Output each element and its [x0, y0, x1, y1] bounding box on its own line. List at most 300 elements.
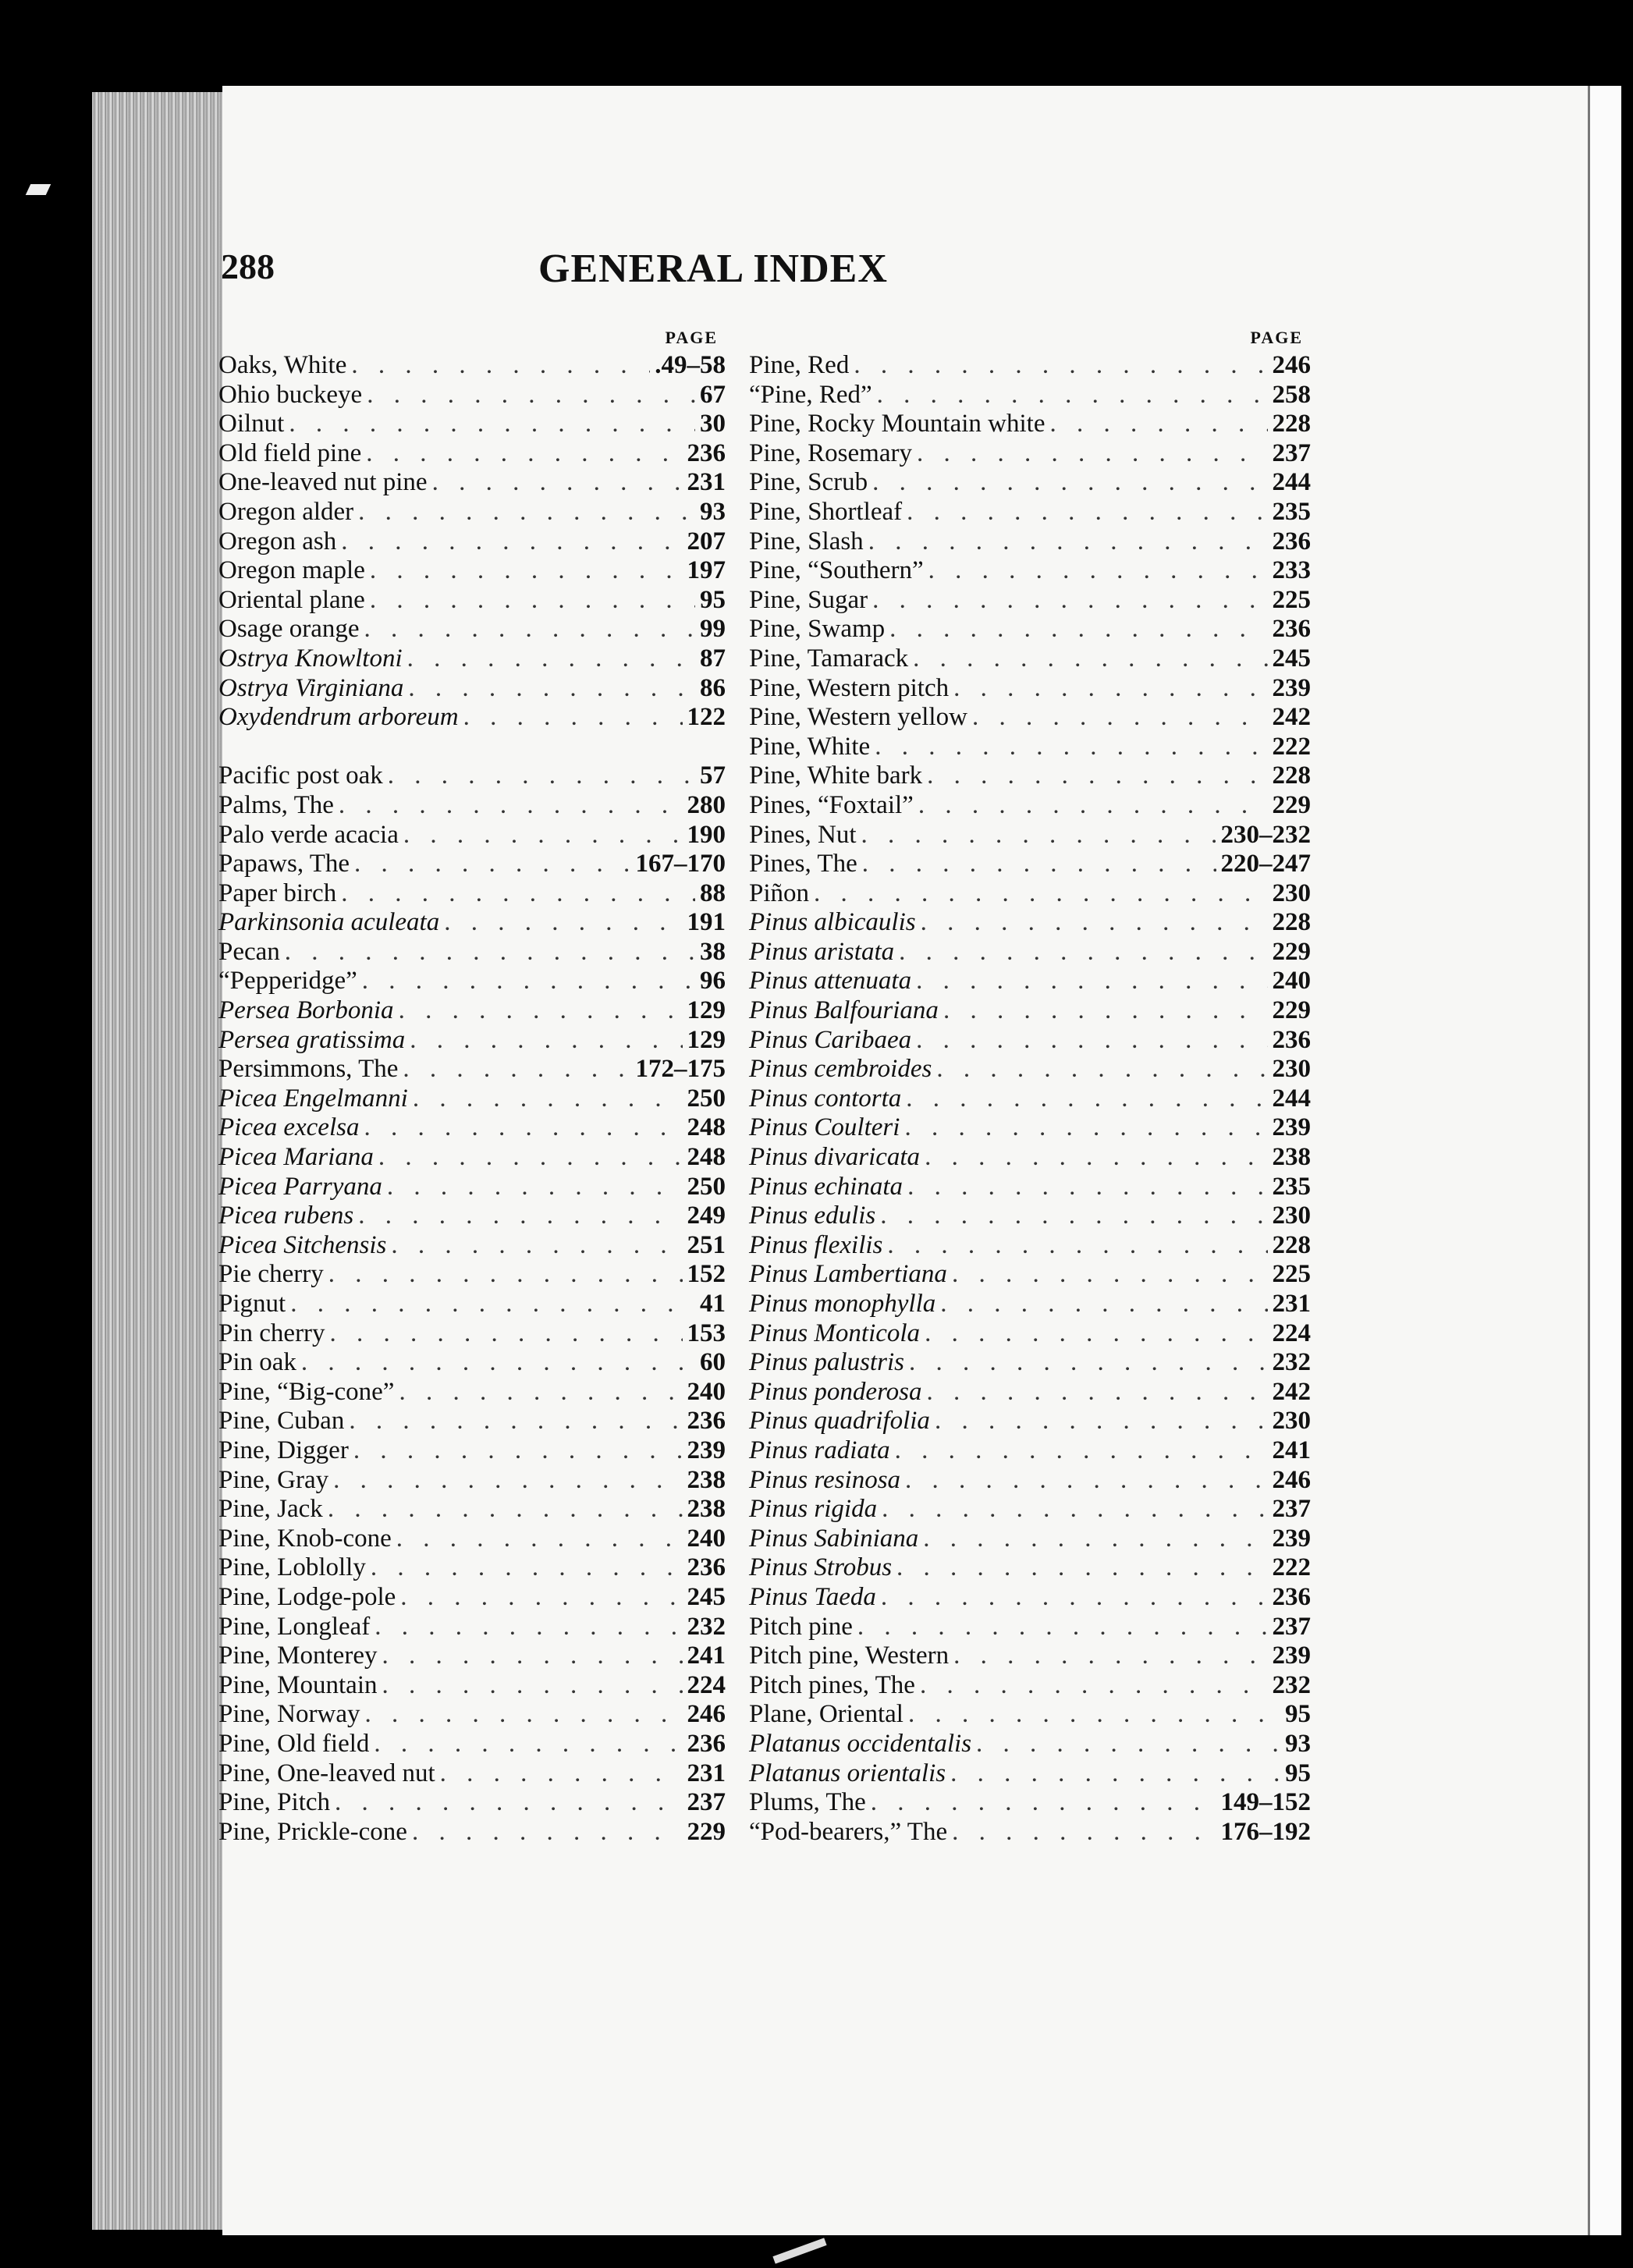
index-page-ref: 239 — [1272, 1524, 1311, 1553]
index-term: Pine, Longleaf — [218, 1612, 371, 1641]
dot-leader — [407, 644, 695, 673]
dot-leader — [353, 1436, 683, 1465]
dot-leader — [921, 908, 1268, 937]
dot-leader — [872, 468, 1267, 497]
index-page-ref: 222 — [1272, 1553, 1311, 1582]
index-term: Pine, Old field — [218, 1729, 370, 1758]
index-entry — [218, 1143, 726, 1173]
dot-leader — [362, 967, 695, 996]
index-term: Pinus contorta — [749, 1084, 902, 1113]
index-entry — [218, 1407, 726, 1436]
dot-leader — [925, 1319, 1267, 1348]
index-term: Picea rubens — [218, 1201, 354, 1230]
dot-leader — [349, 1407, 682, 1436]
index-entry — [218, 821, 726, 850]
index-page-ref: 153 — [687, 1319, 726, 1347]
index-entry — [749, 674, 1311, 704]
index-term: Oregon ash — [218, 527, 337, 555]
dot-leader — [351, 351, 650, 380]
index-entry — [218, 498, 726, 527]
dot-leader — [444, 908, 682, 937]
index-entry — [218, 1759, 726, 1789]
dot-leader — [907, 1173, 1267, 1201]
index-term: Plums, The — [749, 1788, 866, 1817]
dot-leader — [908, 1700, 1280, 1729]
index-page-ref: 232 — [1272, 1670, 1311, 1699]
index-term: Pine, “Southern” — [749, 556, 924, 585]
index-term: Pinus monophylla — [749, 1290, 936, 1318]
index-page-ref: 237 — [687, 1788, 726, 1817]
index-page-ref: 246 — [1272, 1465, 1311, 1494]
index-page-ref: 248 — [687, 1113, 726, 1142]
index-page-ref: 229 — [687, 1817, 726, 1846]
index-entry — [749, 1055, 1311, 1084]
dot-leader — [1049, 410, 1267, 438]
index-page-ref: 224 — [1272, 1319, 1311, 1347]
index-page-ref: 57 — [700, 761, 726, 790]
index-entry — [218, 1055, 726, 1084]
index-page-ref: 258 — [1272, 380, 1311, 409]
index-entry — [749, 556, 1311, 586]
dot-leader — [916, 1026, 1267, 1055]
index-term: Pine, Mountain — [218, 1670, 378, 1699]
index-page-ref: 236 — [1272, 615, 1311, 644]
index-page-ref: 242 — [1272, 1377, 1311, 1406]
index-entry — [218, 1436, 726, 1466]
dot-leader — [943, 996, 1268, 1025]
index-page-ref: 197 — [687, 556, 726, 585]
index-entry — [749, 498, 1311, 527]
index-term: Oilnut — [218, 410, 285, 438]
index-page-ref: 86 — [700, 673, 726, 702]
dot-leader — [364, 1113, 682, 1142]
index-page-ref: 95 — [1285, 1759, 1311, 1787]
scan-mark-bottom — [772, 2238, 826, 2263]
dot-leader — [923, 1524, 1267, 1553]
dot-leader — [403, 1055, 630, 1084]
index-page-ref: 190 — [687, 820, 726, 849]
index-entry — [218, 1231, 726, 1261]
index-term: Persea gratissima — [218, 1025, 406, 1054]
dot-leader — [936, 1055, 1267, 1084]
dot-leader — [403, 821, 683, 850]
dot-leader — [881, 1583, 1268, 1612]
index-term: Pine, Loblolly — [218, 1553, 366, 1582]
index-term: Pine, Sugar — [749, 585, 868, 614]
dot-leader — [918, 791, 1268, 820]
dot-leader — [953, 674, 1267, 703]
index-entry — [218, 1201, 726, 1231]
dot-leader — [920, 1671, 1268, 1700]
index-page-ref: 229 — [1272, 937, 1311, 966]
index-term: Pine, Norway — [218, 1700, 360, 1729]
index-page-ref: 239 — [1272, 1642, 1311, 1670]
index-page-ref: 236 — [687, 438, 726, 467]
index-entry — [749, 996, 1311, 1026]
dot-leader — [328, 1260, 683, 1289]
index-entry — [749, 1113, 1311, 1143]
dot-leader — [378, 1143, 683, 1172]
index-page-ref: 246 — [1272, 351, 1311, 379]
index-page-ref: 60 — [700, 1348, 726, 1377]
dot-leader — [400, 1583, 682, 1612]
index-entry — [749, 527, 1311, 557]
index-entry — [218, 1113, 726, 1143]
dot-leader — [882, 1495, 1267, 1524]
dot-leader — [877, 381, 1268, 410]
index-entry — [749, 439, 1311, 469]
index-page-ref: 231 — [1272, 1290, 1311, 1318]
index-page-ref: 230 — [1272, 1407, 1311, 1436]
dot-leader — [408, 674, 695, 703]
dot-leader — [440, 1759, 683, 1788]
dot-leader — [289, 410, 695, 438]
index-term: Picea Engelmanni — [218, 1084, 408, 1113]
index-entry — [749, 879, 1311, 909]
index-term: Pines, The — [749, 850, 857, 878]
dot-leader — [339, 791, 683, 820]
dot-leader — [940, 1290, 1267, 1319]
dot-leader — [972, 703, 1268, 732]
index-entry — [749, 410, 1311, 439]
index-entry — [218, 586, 726, 616]
page-column-label: PAGE — [665, 328, 718, 347]
dot-leader — [335, 1788, 682, 1817]
index-term: Pines, Nut — [749, 820, 857, 849]
index-term: Pinus Sabiniana — [749, 1524, 919, 1553]
index-term: Pine, Pitch — [218, 1788, 331, 1817]
dot-leader — [889, 615, 1267, 644]
index-entry — [218, 1378, 726, 1407]
index-page-ref: 230 — [1272, 1055, 1311, 1084]
index-page-ref: 41 — [700, 1290, 726, 1318]
dot-leader — [976, 1730, 1280, 1759]
index-term: Pinus aristata — [749, 937, 895, 966]
index-entry — [218, 791, 726, 821]
index-entry — [749, 468, 1311, 498]
index-page-ref: 280 — [687, 790, 726, 819]
index-term: Pine, Shortleaf — [749, 497, 903, 526]
index-term: Pine, Western yellow — [749, 703, 967, 732]
index-entry — [218, 1818, 726, 1847]
index-page-ref: 230 — [1272, 1201, 1311, 1230]
index-page-ref: 87 — [700, 644, 726, 673]
dot-leader — [382, 1671, 683, 1700]
dot-leader — [909, 1348, 1268, 1377]
index-page-ref: 129 — [687, 996, 726, 1025]
index-entry — [218, 1084, 726, 1114]
index-entry — [749, 1290, 1311, 1319]
index-entry — [218, 1671, 726, 1701]
index-page-ref: 207 — [687, 527, 726, 555]
index-term: Ostrya Knowltoni — [218, 644, 403, 673]
index-term: Pine, “Big-cone” — [218, 1377, 395, 1406]
index-term: Pie cherry — [218, 1260, 324, 1289]
index-term: Pine, White bark — [749, 761, 923, 790]
index-entry — [749, 1671, 1311, 1701]
index-term: Osage orange — [218, 615, 360, 644]
dot-leader — [861, 821, 1216, 850]
index-term: Piñon — [749, 878, 810, 907]
index-term: Pinus divaricata — [749, 1143, 921, 1172]
index-term: Pine, Tamarack — [749, 644, 909, 673]
dot-leader — [871, 1788, 1216, 1817]
index-entry — [218, 381, 726, 410]
index-term: Picea Mariana — [218, 1143, 374, 1172]
index-term: Ostrya Virginiana — [218, 673, 404, 702]
index-page-ref: 224 — [687, 1670, 726, 1699]
dot-leader — [333, 1466, 682, 1495]
index-page-ref: 232 — [1272, 1348, 1311, 1377]
index-term: Pinus Balfouriana — [749, 996, 939, 1025]
index-entry — [749, 1466, 1311, 1496]
index-page-ref: 238 — [1272, 1143, 1311, 1172]
dot-leader — [285, 938, 695, 967]
index-entry — [218, 879, 726, 909]
index-entry — [218, 1466, 726, 1496]
index-entry — [749, 1319, 1311, 1349]
index-page-ref: 236 — [687, 1407, 726, 1436]
index-term: Pin oak — [218, 1348, 296, 1377]
dot-leader — [862, 850, 1216, 878]
index-term: Ohio buckeye — [218, 380, 363, 409]
index-entry — [218, 644, 726, 674]
index-entry — [749, 1642, 1311, 1671]
dot-leader — [358, 1201, 682, 1230]
index-page-ref: 38 — [700, 937, 726, 966]
index-term: Pecan — [218, 937, 280, 966]
index-term: Pinus albicaulis — [749, 908, 916, 937]
index-page-ref: 191 — [687, 908, 726, 937]
index-page-ref: 240 — [687, 1524, 726, 1553]
index-entry — [749, 1436, 1311, 1466]
index-entry — [218, 1613, 726, 1642]
index-term: Platanus orientalis — [749, 1759, 946, 1787]
index-page-ref: 122 — [687, 703, 726, 732]
index-term: Pinus ponderosa — [749, 1377, 922, 1406]
index-entry — [218, 1173, 726, 1202]
index-column-left — [218, 328, 726, 1847]
index-term: Oriental plane — [218, 585, 365, 614]
dot-leader — [432, 468, 683, 497]
index-entry — [749, 351, 1311, 381]
index-entry — [218, 1553, 726, 1583]
dot-leader — [927, 761, 1267, 790]
index-term: Pinus quadrifolia — [749, 1407, 930, 1436]
index-page-ref: 172–175 — [635, 1055, 726, 1084]
index-page-ref: 233 — [1272, 556, 1311, 585]
index-term: Pine, Lodge-pole — [218, 1582, 396, 1611]
dot-leader — [382, 1642, 682, 1670]
index-page-ref: 236 — [687, 1729, 726, 1758]
scan-mark — [26, 184, 51, 195]
index-page-ref: 95 — [700, 585, 726, 614]
index-term: Pinus palustris — [749, 1348, 904, 1377]
index-page-ref: 250 — [687, 1084, 726, 1113]
index-term: Pine, Jack — [218, 1495, 323, 1524]
index-page-ref: 235 — [1272, 497, 1311, 526]
dot-leader — [364, 1700, 682, 1729]
index-page-ref: 230 — [1272, 878, 1311, 907]
index-page-ref: 225 — [1272, 585, 1311, 614]
index-entry — [749, 938, 1311, 967]
dot-leader — [371, 1553, 683, 1582]
index-term: Pinus Lambertiana — [749, 1260, 947, 1289]
dot-leader — [917, 439, 1268, 468]
index-term: Pine, Slash — [749, 527, 864, 555]
dot-leader — [341, 879, 695, 908]
index-term: Picea Sitchensis — [218, 1230, 387, 1259]
index-term: Pine, Gray — [218, 1465, 329, 1494]
index-page-ref: 67 — [700, 380, 726, 409]
dot-leader — [399, 996, 683, 1025]
index-entry — [218, 967, 726, 996]
dot-leader — [399, 1378, 682, 1407]
index-term: Pinus edulis — [749, 1201, 876, 1230]
index-entry — [218, 1788, 726, 1818]
index-term: Pacific post oak — [218, 761, 383, 790]
index-entry — [218, 1524, 726, 1554]
dot-leader — [814, 879, 1267, 908]
index-entry — [749, 908, 1311, 938]
index-term: Old field pine — [218, 438, 362, 467]
dot-leader — [391, 1231, 682, 1260]
dot-leader — [895, 1436, 1268, 1465]
index-entry — [749, 791, 1311, 821]
dot-leader — [927, 1378, 1268, 1407]
index-term: Pine, Red — [749, 351, 850, 379]
index-entry — [218, 996, 726, 1026]
index-term: Pinus cembroides — [749, 1055, 932, 1084]
dot-leader — [872, 586, 1267, 615]
dot-leader — [905, 1466, 1267, 1495]
index-entries — [218, 351, 726, 1847]
index-entry — [218, 761, 726, 791]
index-term: Pine, Rocky Mountain white — [749, 410, 1045, 438]
index-page-ref: 225 — [1272, 1260, 1311, 1289]
index-page-ref: 236 — [1272, 1025, 1311, 1054]
index-page-ref: 238 — [687, 1495, 726, 1524]
index-term: Pin cherry — [218, 1319, 325, 1347]
index-page-ref: 228 — [1272, 410, 1311, 438]
index-page-ref: 231 — [687, 468, 726, 497]
index-page-ref: 241 — [687, 1642, 726, 1670]
page-number: 288 — [221, 247, 275, 286]
dot-leader — [868, 527, 1268, 556]
dot-leader — [374, 1730, 682, 1759]
index-entry — [749, 967, 1311, 996]
index-entry — [749, 1730, 1311, 1759]
dot-leader — [950, 1759, 1280, 1788]
index-term: Palms, The — [218, 790, 334, 819]
index-entry — [749, 586, 1311, 616]
index-term: Pine, One-leaved nut — [218, 1759, 435, 1787]
index-entry — [749, 615, 1311, 644]
index-entry — [749, 1583, 1311, 1613]
index-entry — [749, 733, 1311, 762]
index-entry — [218, 674, 726, 704]
dot-leader — [290, 1290, 695, 1319]
dot-leader — [388, 761, 695, 790]
index-term: Papaws, The — [218, 850, 350, 878]
dot-leader — [375, 1613, 682, 1642]
dot-leader — [328, 1495, 683, 1524]
facing-page-edge — [1588, 86, 1621, 2235]
index-entry — [749, 703, 1311, 733]
index-page-ref: 96 — [700, 967, 726, 996]
index-entry — [749, 1495, 1311, 1524]
index-page-ref: 245 — [1272, 644, 1311, 673]
index-page-ref: 250 — [687, 1172, 726, 1201]
index-term: Pitch pine — [749, 1612, 853, 1641]
dot-leader — [928, 556, 1268, 585]
index-entry — [218, 1260, 726, 1290]
index-term: Pine, Digger — [218, 1436, 349, 1464]
index-page-ref: 251 — [687, 1230, 726, 1259]
index-term: Picea Parryana — [218, 1172, 382, 1201]
dot-leader — [896, 1553, 1267, 1582]
index-page-ref: 95 — [1285, 1700, 1311, 1729]
index-term: Plane, Oriental — [749, 1700, 903, 1729]
index-page-ref: 249 — [687, 1201, 726, 1230]
dot-leader — [364, 615, 695, 644]
index-entry — [749, 1378, 1311, 1407]
dot-leader — [301, 1348, 695, 1377]
index-entry — [218, 1348, 726, 1378]
index-page-ref: 228 — [1272, 1230, 1311, 1259]
index-term: Paper birch — [218, 878, 337, 907]
index-page-ref: 152 — [687, 1260, 726, 1289]
dot-leader — [925, 1143, 1267, 1172]
dot-leader — [463, 703, 683, 732]
index-page-ref: 245 — [687, 1582, 726, 1611]
dot-leader — [387, 1173, 683, 1201]
index-entry — [749, 381, 1311, 410]
index-entry — [218, 850, 726, 879]
index-term: Pine, Rosemary — [749, 438, 912, 467]
index-entry — [749, 1260, 1311, 1290]
index-page-ref: 237 — [1272, 1612, 1311, 1641]
dot-leader — [396, 1524, 683, 1553]
index-term: Oregon alder — [218, 497, 354, 526]
dot-leader — [907, 498, 1267, 527]
index-term: Oregon maple — [218, 556, 365, 585]
index-entry — [218, 938, 726, 967]
page-column-label: PAGE — [1250, 328, 1303, 347]
index-entry — [218, 351, 726, 381]
index-term: Persea Borbonia — [218, 996, 394, 1025]
index-page-ref: 99 — [700, 615, 726, 644]
index-entry — [218, 1730, 726, 1759]
index-term: Pinus resinosa — [749, 1465, 901, 1494]
index-entry — [218, 468, 726, 498]
index-term: Pinus Taeda — [749, 1582, 876, 1611]
dot-leader — [952, 1818, 1216, 1847]
entry-gap — [218, 733, 726, 762]
index-entry — [218, 1495, 726, 1524]
index-page-ref: 237 — [1272, 438, 1311, 467]
index-page-ref: 238 — [687, 1465, 726, 1494]
dot-leader — [857, 1613, 1268, 1642]
index-page-ref: 220–247 — [1220, 850, 1311, 878]
index-page-ref: 149–152 — [1220, 1788, 1311, 1817]
index-entry — [749, 1201, 1311, 1231]
index-term: Pinus Coulteri — [749, 1113, 900, 1142]
index-term: Pine, Prickle-cone — [218, 1817, 407, 1846]
index-page-ref: 240 — [687, 1377, 726, 1406]
index-entry — [218, 703, 726, 733]
dot-leader — [904, 1113, 1267, 1142]
